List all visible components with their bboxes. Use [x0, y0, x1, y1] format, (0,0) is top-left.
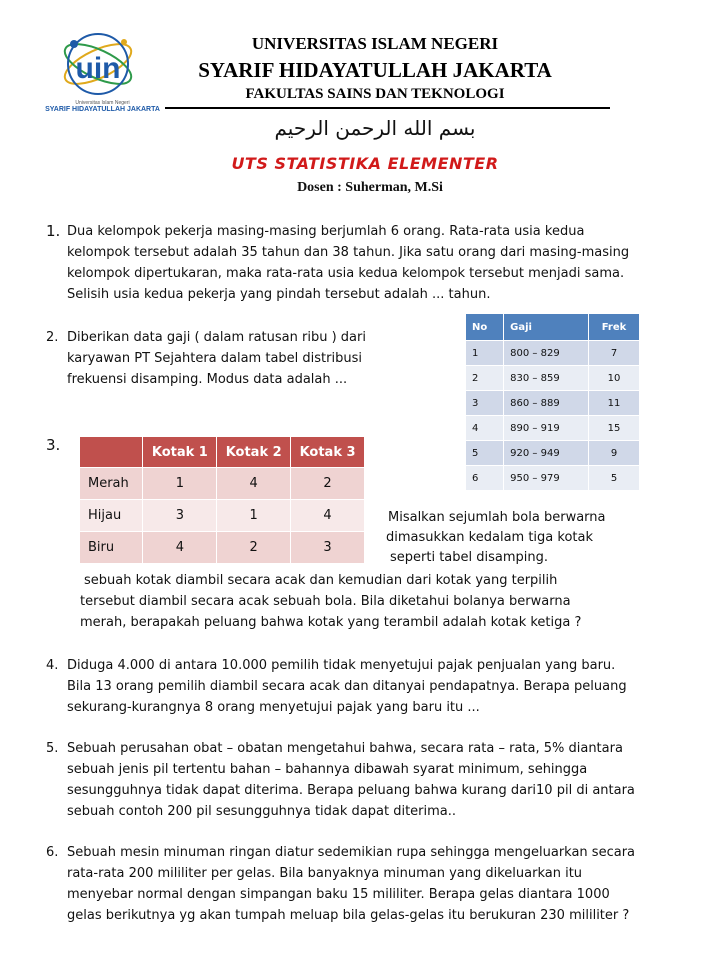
cell-frek: 7: [589, 341, 640, 366]
q6-line: menyebar normal dengan simpangan baku 15 mililiter. Berapa gelas diantara 1000: [67, 887, 610, 902]
cell-value: 2: [291, 468, 365, 500]
q3-number: 3.: [46, 436, 61, 454]
q3-line: sebuah kotak diambil secara acak dan kemudian dari kotak yang terpilih: [84, 573, 558, 588]
cell-frek: 10: [589, 366, 640, 391]
cell-no: 1: [466, 341, 504, 366]
logo-subtitle-main: SYARIF HIDAYATULLAH JAKARTA: [45, 106, 160, 113]
col-frek: Frek: [589, 314, 640, 341]
box-color-table: [80, 437, 365, 563]
cell-gaji: 950 – 979: [504, 466, 589, 491]
header-university: UNIVERSITAS ISLAM NEGERI: [251, 34, 499, 53]
logo-subtitle-small: Universitas Islam Negeri: [75, 100, 130, 106]
q6-line: Sebuah mesin minuman ringan diatur sedemikian rupa sehingga mengeluarkan secara: [67, 845, 636, 860]
question-1: [67, 221, 629, 305]
question-3-side-text: [388, 508, 605, 568]
q6-line: rata-rata 200 mililiter per gelas. Bila banyaknya minuman yang dikeluarkan itu: [67, 866, 583, 881]
table-header-row: [466, 314, 640, 341]
col-kotak-3: Kotak 3: [291, 437, 365, 468]
q2-line: karyawan PT Sejahtera dalam tabel distribusi: [67, 351, 362, 366]
question-3: [80, 570, 581, 633]
cell-value: 1: [217, 500, 291, 532]
cell-value: 3: [291, 532, 365, 564]
table-row: [466, 341, 640, 366]
table-header-row: [80, 437, 365, 468]
cell-gaji: 830 – 859: [504, 366, 589, 391]
q3-line: merah, berapakah peluang bahwa kotak yang terambil adalah kotak ketiga ?: [80, 615, 582, 630]
cell-frek: 5: [589, 466, 640, 491]
cell-gaji: 860 – 889: [504, 391, 589, 416]
q3-line: tersebut diambil secara acak sebuah bola. Bila diketahui bolanya berwarna: [80, 594, 571, 609]
cell-frek: 9: [589, 441, 640, 466]
q5-line: Sebuah perusahan obat – obatan mengetahui bahwa, secara rata – rata, 5% diantara: [67, 741, 623, 756]
logo-subtitle: [40, 100, 165, 113]
q5-line: sebuah contoh 200 pil sesungguhnya tidak dapat diterima..: [67, 804, 457, 819]
cell-gaji: 890 – 919: [504, 416, 589, 441]
cell-value: 4: [217, 468, 291, 500]
col-kotak-2: Kotak 2: [217, 437, 291, 468]
cell-value: 2: [217, 532, 291, 564]
lecturer: Dosen : Suherman, M.Si: [297, 180, 443, 195]
col-color: [80, 437, 143, 468]
cell-no: 2: [466, 366, 504, 391]
question-4: [67, 655, 627, 718]
cell-gaji: 800 – 829: [504, 341, 589, 366]
cell-value: 1: [143, 468, 217, 500]
cell-value: 4: [143, 532, 217, 564]
q5-line: sesungguhnya tidak dapat diterima. Berapa peluang bahwa kurang dari10 pil di antara: [67, 783, 635, 798]
cell-frek: 11: [589, 391, 640, 416]
question-5: [67, 738, 635, 822]
q2-line: Diberikan data gaji ( dalam ratusan ribu ) dari: [67, 330, 366, 345]
question-2: [67, 327, 366, 390]
q3-side-line: Misalkan sejumlah bola berwarna: [388, 510, 606, 525]
q4-number: 4.: [46, 658, 59, 673]
cell-frek: 15: [589, 416, 640, 441]
col-no: No: [466, 314, 504, 341]
q4-line: Bila 13 orang pemilih diambil secara acak dan ditanyai pendapatnya. Berapa peluang: [67, 679, 627, 694]
q1-line: Dua kelompok pekerja masing-masing berjumlah 6 orang. Rata-rata usia kedua: [67, 224, 585, 239]
cell-no: 4: [466, 416, 504, 441]
table-row: [80, 468, 365, 500]
cell-color: Merah: [80, 468, 143, 500]
header-divider: [165, 107, 610, 109]
logo-text: uin: [75, 52, 121, 85]
q1-line: kelompok dipertukaran, maka rata-rata usia kedua kelompok tersebut menjadi sama.: [67, 266, 625, 281]
cell-value: 4: [291, 500, 365, 532]
q3-side-line: seperti tabel disamping.: [390, 550, 549, 565]
q5-line: sebuah jenis pil tertentu bahan – bahannya dibawah syarat minimum, sehingga: [67, 762, 588, 777]
q2-line: frekuensi disamping. Modus data adalah ...: [67, 372, 348, 387]
col-kotak-1: Kotak 1: [143, 437, 217, 468]
salary-frequency-table: [466, 314, 640, 490]
header-institution: SYARIF HIDAYATULLAH JAKARTA: [198, 58, 552, 82]
table-row: [466, 366, 640, 391]
table-row: [466, 391, 640, 416]
table-row: [466, 441, 640, 466]
q5-number: 5.: [46, 741, 59, 756]
exam-title: UTS STATISTIKA ELEMENTER: [231, 154, 499, 173]
cell-gaji: 920 – 949: [504, 441, 589, 466]
cell-no: 6: [466, 466, 504, 491]
q1-number: 1.: [46, 222, 61, 240]
col-gaji: Gaji: [504, 314, 589, 341]
basmalah: بسم الله الرحمن الرحيم: [274, 116, 476, 140]
q6-line: gelas berikutnya yg akan tumpah meluap bila gelas-gelas itu berukuran 230 mililiter ?: [67, 908, 630, 923]
uin-logo-icon: [40, 24, 165, 104]
header-faculty: FAKULTAS SAINS DAN TEKNOLOGI: [245, 86, 505, 102]
q4-line: Diduga 4.000 di antara 10.000 pemilih tidak menyetujui pajak penjualan yang baru.: [67, 658, 616, 673]
cell-no: 3: [466, 391, 504, 416]
table-row: [80, 500, 365, 532]
cell-color: Biru: [80, 532, 143, 564]
cell-value: 3: [143, 500, 217, 532]
table-row: [80, 532, 365, 564]
q2-number: 2.: [46, 330, 59, 345]
question-6: [67, 842, 635, 926]
q1-line: kelompok tersebut adalah 35 tahun dan 38 tahun. Jika satu orang dari masing-masing: [67, 245, 630, 260]
q4-line: sekurang-kurangnya 8 orang menyetujui pajak yang baru itu ...: [67, 700, 480, 715]
q3-side-line: dimasukkan kedalam tiga kotak: [386, 530, 593, 545]
q1-line: Selisih usia kedua pekerja yang pindah tersebut adalah ... tahun.: [67, 287, 491, 302]
cell-no: 5: [466, 441, 504, 466]
q6-number: 6.: [46, 845, 59, 860]
table-row: [466, 466, 640, 491]
cell-color: Hijau: [80, 500, 143, 532]
table-row: [466, 416, 640, 441]
